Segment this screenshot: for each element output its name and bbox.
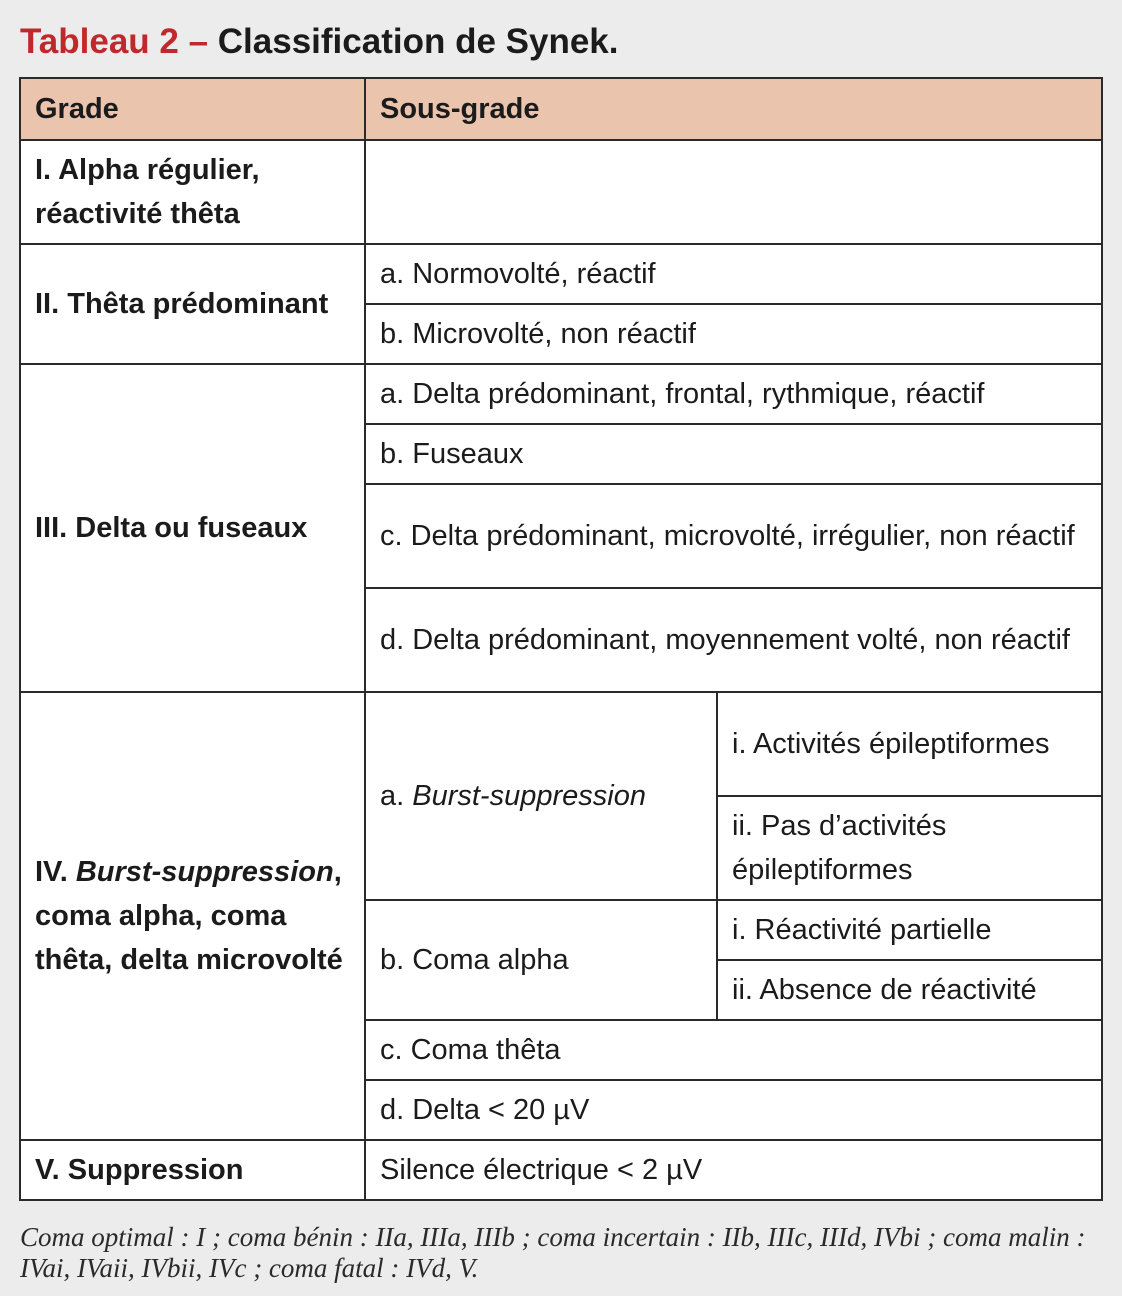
table-number: Tableau 2 – xyxy=(20,22,209,61)
grade-1-subgrade-empty xyxy=(365,140,1102,244)
subgrade-4a xyxy=(365,692,717,900)
subgrade-4c: c. Coma thêta xyxy=(365,1020,1102,1080)
table-row xyxy=(20,692,1102,796)
subgrade-2a: a. Normovolté, réactif xyxy=(365,244,1102,304)
grade-4-italic: Burst-suppression xyxy=(75,856,334,888)
grade-4-number: IV. xyxy=(35,856,68,888)
subgrade-4b-ii: ii. Absence de réactivité xyxy=(717,960,1102,1020)
subgrade-5: Silence électrique < 2 µV xyxy=(365,1140,1102,1200)
subgrade-3c: c. Delta prédominant, microvolté, irrégulier, non réactif xyxy=(365,484,1102,588)
synek-classification-table xyxy=(19,77,1103,1201)
subgrade-4b: b. Coma alpha xyxy=(365,900,717,1020)
grade-4-cell xyxy=(20,692,365,1140)
header-grade: Grade xyxy=(20,78,365,140)
subgrade-4a-prefix: a. xyxy=(380,780,405,812)
subgrade-4d: d. Delta < 20 µV xyxy=(365,1080,1102,1140)
table-row xyxy=(20,364,1102,424)
subgrade-4a-italic: Burst-suppression xyxy=(412,780,646,812)
grade-5-cell: V. Suppression xyxy=(20,1140,365,1200)
subgrade-4b-i: i. Réactivité partielle xyxy=(717,900,1102,960)
grade-4-rest: , coma alpha, coma thêta, delta microvolté xyxy=(35,856,343,976)
table-row xyxy=(20,1140,1102,1200)
subgrade-4a-ii: ii. Pas d’activités épileptiformes xyxy=(717,796,1102,900)
table-row xyxy=(20,140,1102,244)
grade-2-cell: II. Thêta prédominant xyxy=(20,244,365,364)
grade-1-cell: I. Alpha régulier, réactivité thêta xyxy=(20,140,365,244)
subgrade-3d: d. Delta prédominant, moyennement volté, non réactif xyxy=(365,588,1102,692)
header-subgrade: Sous-grade xyxy=(365,78,1102,140)
grade-3-cell: III. Delta ou fuseaux xyxy=(20,364,365,692)
subgrade-4a-i: i. Activités épileptiformes xyxy=(717,692,1102,796)
table-caption: Classification de Synek. xyxy=(217,22,619,61)
header-row xyxy=(20,78,1102,140)
subgrade-3a: a. Delta prédominant, frontal, rythmique, réactif xyxy=(365,364,1102,424)
subgrade-3b: b. Fuseaux xyxy=(365,424,1102,484)
table-row xyxy=(20,244,1102,304)
table-footnote: Coma optimal : I ; coma bénin : IIa, IIIa, IIIb ; coma incertain : IIb, IIIc, IIId, IVbi ; coma malin : IVai, IVaii, IVbii, IVc ; coma fatal : IVd, V. xyxy=(20,1222,1086,1283)
subgrade-2b: b. Microvolté, non réactif xyxy=(365,304,1102,364)
table-title xyxy=(20,20,619,64)
